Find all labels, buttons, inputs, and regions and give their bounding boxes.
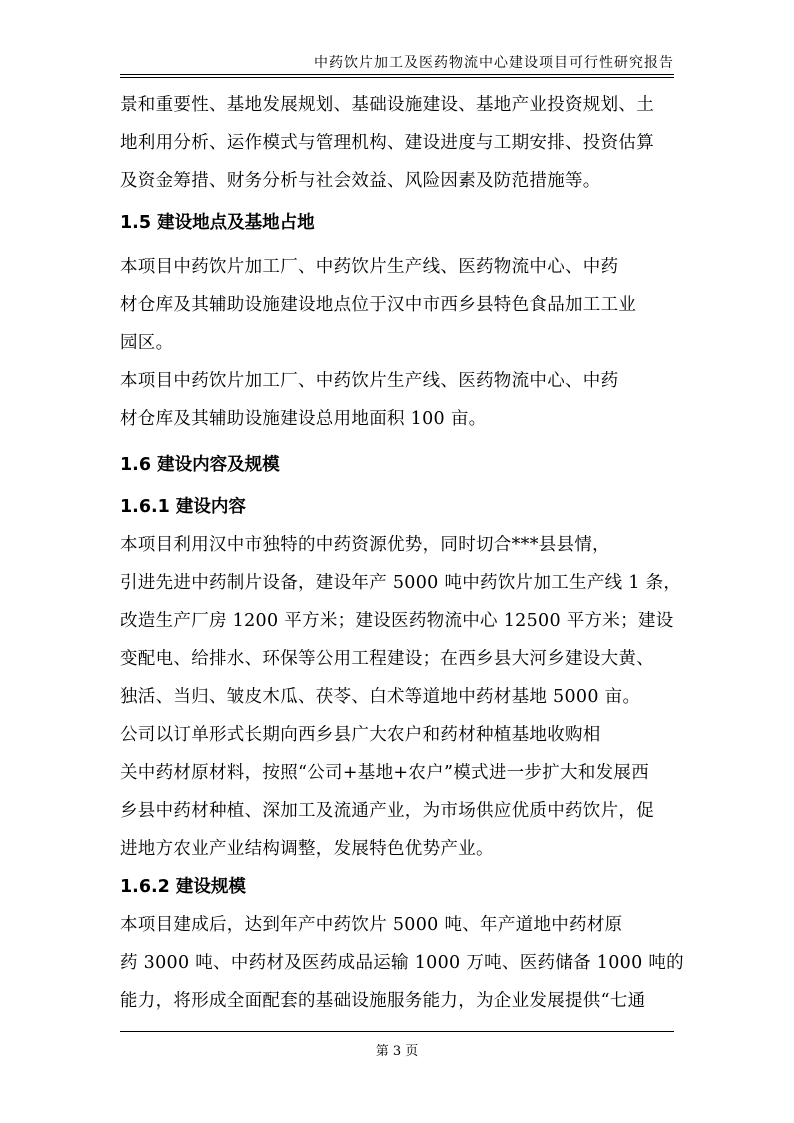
text-line: 景和重要性、基地发展规划、基础设施建设、基地产业投资规划、土 bbox=[120, 95, 654, 115]
section-heading-1-5: 1.5 建设地点及基地占地 bbox=[120, 213, 315, 233]
text-line: 本项目中药饮片加工厂、中药饮片生产线、医药物流中心、中药 bbox=[120, 371, 619, 391]
text-line: 关中药材原材料，按照“公司+基地+农户”模式进一步扩大和发展西 bbox=[120, 763, 650, 783]
text-line: 地利用分析、运作模式与管理机构、建设进度与工期安排、投资估算 bbox=[120, 133, 654, 153]
subsection-heading-1-6-1: 1.6.1 建设内容 bbox=[120, 497, 246, 517]
text-line: 进地方农业产业结构调整，发展特色优势产业。 bbox=[120, 839, 494, 859]
text-line: 材仓库及其辅助设施建设总用地面积 100 亩。 bbox=[120, 409, 487, 429]
text-line: 材仓库及其辅助设施建设地点位于汉中市西乡县特色食品加工工业 bbox=[120, 295, 637, 315]
text-line: 改造生产厂房 1200 平方米；建设医药物流中心 12500 平方米；建设 bbox=[120, 611, 674, 631]
text-line: 独活、当归、皱皮木瓜、茯苓、白术等道地中药材基地 5000 亩。 bbox=[120, 687, 641, 707]
page-number: 第 3 页 bbox=[375, 1044, 419, 1059]
subsection-heading-1-6-2: 1.6.2 建设规模 bbox=[120, 877, 246, 897]
running-header: 中药饮片加工及医药物流中心建设项目可行性研究报告 bbox=[314, 55, 674, 71]
intro-paragraph bbox=[120, 86, 676, 200]
section-1-6-1-paragraph-1 bbox=[120, 526, 682, 716]
text-line: 本项目中药饮片加工厂、中药饮片生产线、医药物流中心、中药 bbox=[120, 257, 619, 277]
section-heading-1-6: 1.6 建设内容及规模 bbox=[120, 455, 280, 475]
text-line: 变配电、给排水、环保等公用工程建设；在西乡县大河乡建设大黄、 bbox=[120, 649, 654, 669]
text-line: 本项目利用汉中市独特的中药资源优势，同时切合***县县情， bbox=[120, 535, 610, 555]
section-1-6-1-paragraph-2 bbox=[120, 716, 676, 868]
page-body bbox=[120, 86, 684, 1020]
text-line: 乡县中药材种植、深加工及流通产业，为市场供应优质中药饮片，促 bbox=[120, 801, 654, 821]
text-line: 公司以订单形式长期向西乡县广大农户和药材种植基地收购相 bbox=[120, 725, 601, 745]
header-divider bbox=[120, 74, 674, 78]
text-line: 园区。 bbox=[120, 333, 174, 353]
section-1-5-paragraph-2 bbox=[120, 362, 676, 438]
text-line: 引进先进中药制片设备，建设年产 5000 吨中药饮片加工生产线 1 条， bbox=[120, 573, 682, 593]
text-line: 本项目建成后，达到年产中药饮片 5000 吨、年产道地中药材原 bbox=[120, 915, 623, 935]
text-line: 及资金筹措、财务分析与社会效益、风险因素及防范措施等。 bbox=[120, 171, 601, 191]
section-1-5-paragraph-1 bbox=[120, 248, 676, 362]
footer-divider bbox=[120, 1031, 674, 1032]
text-line: 能力，将形成全面配套的基础设施服务能力，为企业发展提供“七通 bbox=[120, 991, 646, 1011]
text-line: 药 3000 吨、中药材及医药成品运输 1000 万吨、医药储备 1000 吨的 bbox=[120, 953, 684, 973]
section-1-6-2-paragraph-1 bbox=[120, 906, 684, 1020]
